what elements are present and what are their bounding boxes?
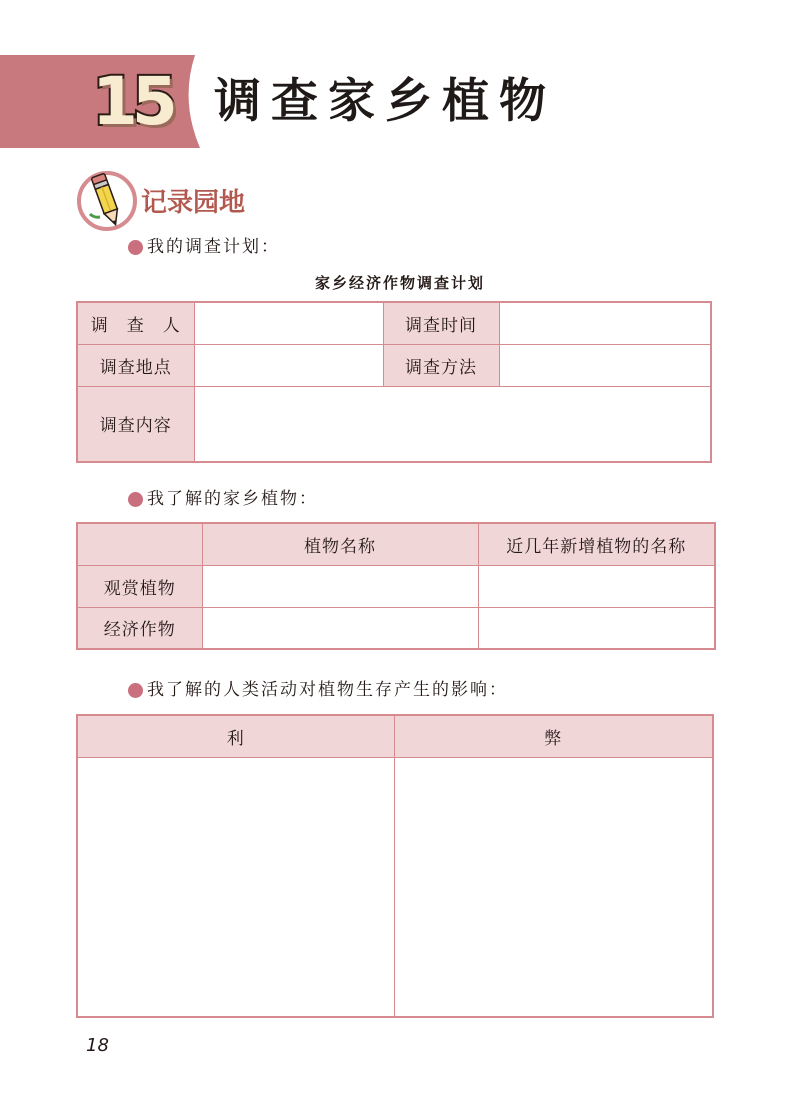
- plan-bullet: [128, 234, 280, 260]
- survey-plan-table: [76, 301, 712, 463]
- investigator-field[interactable]: [194, 302, 383, 344]
- table-header-cell: 植物名称: [202, 523, 478, 565]
- bullet-dot: [128, 492, 143, 507]
- table-header-cell: [77, 523, 202, 565]
- place-label: 调查地点: [77, 344, 194, 386]
- plants-bullet: [128, 486, 318, 512]
- content-field[interactable]: [194, 386, 711, 462]
- lesson-number: 15: [92, 63, 172, 140]
- cons-header: 弊: [394, 715, 713, 757]
- plant-name-field[interactable]: [202, 565, 478, 607]
- impact-bullet-text: 我了解的人类活动对植物生存产生的影响：: [147, 680, 508, 700]
- investigator-label: 调 查 人: [77, 302, 194, 344]
- row-label: 观赏植物: [77, 565, 202, 607]
- plant-name-field[interactable]: [202, 607, 478, 649]
- impact-bullet: [128, 677, 508, 703]
- pros-field[interactable]: [77, 757, 394, 1017]
- place-field[interactable]: [194, 344, 383, 386]
- table-header-cell: 近几年新增植物的名称: [478, 523, 715, 565]
- plants-table: [76, 522, 716, 650]
- pros-header: 利: [77, 715, 394, 757]
- bullet-dot: [128, 683, 143, 698]
- page-number: 18: [86, 1035, 109, 1056]
- pencil-icon: [76, 170, 138, 232]
- impact-table: [76, 714, 714, 1018]
- time-label: 调查时间: [383, 302, 499, 344]
- bullet-dot: [128, 240, 143, 255]
- method-label: 调查方法: [383, 344, 499, 386]
- row-label: 经济作物: [77, 607, 202, 649]
- time-field[interactable]: [499, 302, 711, 344]
- section-heading: 记录园地: [141, 188, 246, 218]
- new-plant-name-field[interactable]: [478, 607, 715, 649]
- page-title: 调查家乡植物: [214, 74, 556, 129]
- new-plant-name-field[interactable]: [478, 565, 715, 607]
- content-label: 调查内容: [77, 386, 194, 462]
- cons-field[interactable]: [394, 757, 713, 1017]
- plan-caption: 家乡经济作物调查计划: [314, 274, 485, 292]
- plan-bullet-text: 我的调查计划：: [147, 237, 280, 257]
- plants-bullet-text: 我了解的家乡植物：: [147, 489, 318, 509]
- method-field[interactable]: [499, 344, 711, 386]
